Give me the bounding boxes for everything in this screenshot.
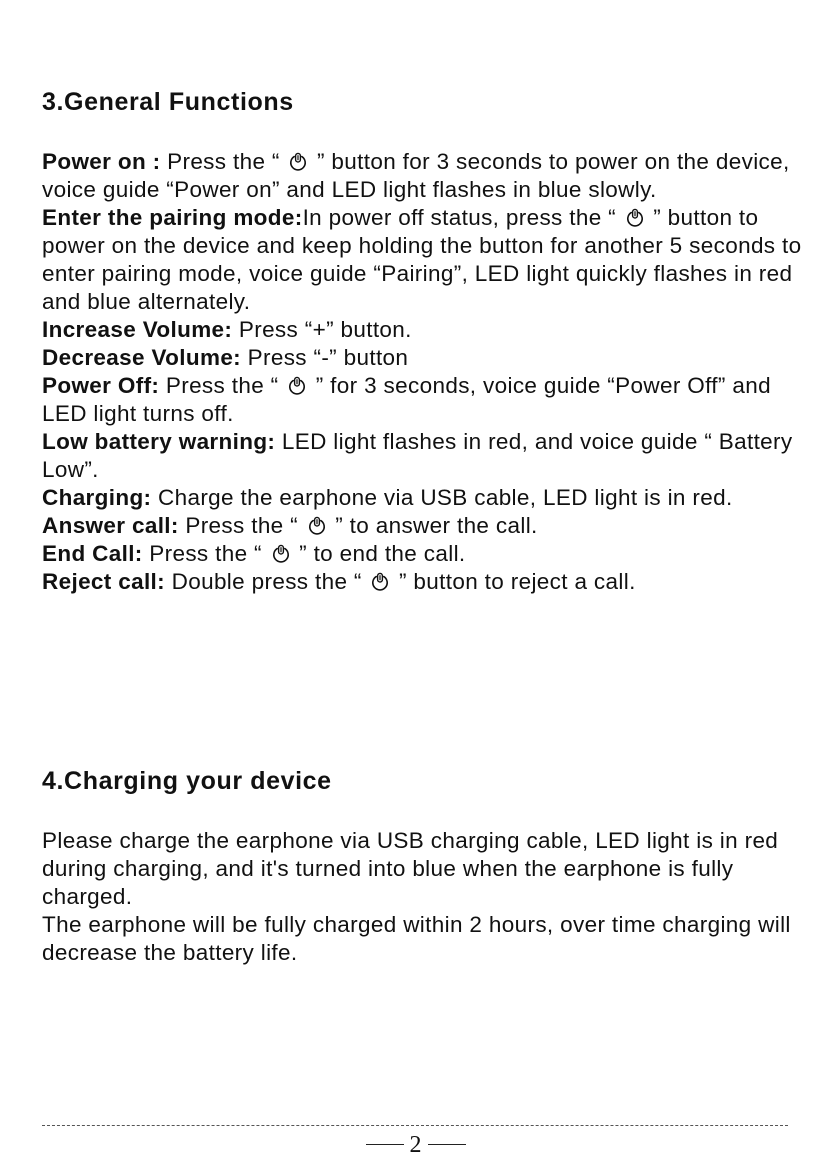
text-pairing-pre: In power off status, press the “ xyxy=(302,205,617,230)
page-number-right-dash xyxy=(428,1144,466,1145)
text-decrease-volume: Press “-” button xyxy=(241,345,409,370)
label-low-battery: Low battery warning: xyxy=(42,429,276,454)
item-increase-volume xyxy=(42,316,802,344)
item-answer-call xyxy=(42,512,802,540)
label-pairing-mode: Enter the pairing mode: xyxy=(42,205,303,230)
label-charging: Charging: xyxy=(42,485,152,510)
item-decrease-volume xyxy=(42,344,802,372)
text-answer-call-pre: Press the “ xyxy=(178,513,298,538)
section-title-charging: 4.Charging your device xyxy=(42,767,332,795)
text-increase-volume: Press “+” button. xyxy=(232,317,412,342)
text-low-battery: LED light flashes in red, and voice guide “ Battery Low”. xyxy=(42,429,793,482)
label-power-off: Power Off: xyxy=(42,373,160,398)
power-icon xyxy=(307,516,327,536)
label-power-on: Power on : xyxy=(42,149,161,174)
text-power-off-pre: Press the “ xyxy=(159,373,279,398)
power-icon xyxy=(271,544,291,564)
text-power-on-pre: Press the “ xyxy=(160,149,280,174)
charging-paragraph: The earphone will be fully charged within 2 hours, over time charging will decrease the battery life. xyxy=(42,912,791,965)
label-increase-volume: Increase Volume: xyxy=(42,317,233,342)
text-power-off-post: ” for 3 seconds, voice guide “Power Off” and LED light turns off. xyxy=(42,373,771,426)
text-answer-call-post: ” to answer the call. xyxy=(335,513,538,538)
page-number-left-dash xyxy=(366,1144,404,1145)
item-power-off xyxy=(42,372,802,428)
text-charging: Charge the earphone via USB cable, LED light is in red. xyxy=(151,485,733,510)
charging-section-body xyxy=(42,827,802,967)
text-power-on-post: ” button for 3 seconds to power on the device, voice guide “Power on” and LED light flashes in blue slowly. xyxy=(42,149,790,202)
general-functions-list xyxy=(42,148,802,596)
item-reject-call xyxy=(42,568,802,596)
label-end-call: End Call: xyxy=(42,541,143,566)
page-number-value: 2 xyxy=(409,1132,422,1158)
label-answer-call: Answer call: xyxy=(42,513,179,538)
section-title-general-functions: 3.General Functions xyxy=(42,88,294,116)
item-charging xyxy=(42,484,802,512)
text-end-call-pre: Press the “ xyxy=(142,541,262,566)
text-reject-call-post: ” button to reject a call. xyxy=(398,569,636,594)
item-power-on xyxy=(42,148,802,204)
power-icon xyxy=(625,208,645,228)
label-decrease-volume: Decrease Volume: xyxy=(42,345,242,370)
item-end-call xyxy=(42,540,802,568)
power-icon xyxy=(288,152,308,172)
label-reject-call: Reject call: xyxy=(42,569,166,594)
text-end-call-post: ” to end the call. xyxy=(299,541,466,566)
power-icon xyxy=(287,376,307,396)
charging-paragraph: Please charge the earphone via USB charging cable, LED light is in red during charging, and it's turned into blue when the earphone is fully charged. xyxy=(42,828,779,909)
text-pairing-post: ” button to power on the device and keep holding the button for another 5 seconds to enter pairing mode, voice guide “Pairing”, LED light quickly flashes in red and blue alternately. xyxy=(42,205,802,314)
item-pairing-mode xyxy=(42,204,802,316)
item-low-battery xyxy=(42,428,802,484)
text-reject-call-pre: Double press the “ xyxy=(165,569,362,594)
footer-divider xyxy=(42,1125,788,1126)
power-icon xyxy=(370,572,390,592)
page-number xyxy=(0,1132,831,1159)
